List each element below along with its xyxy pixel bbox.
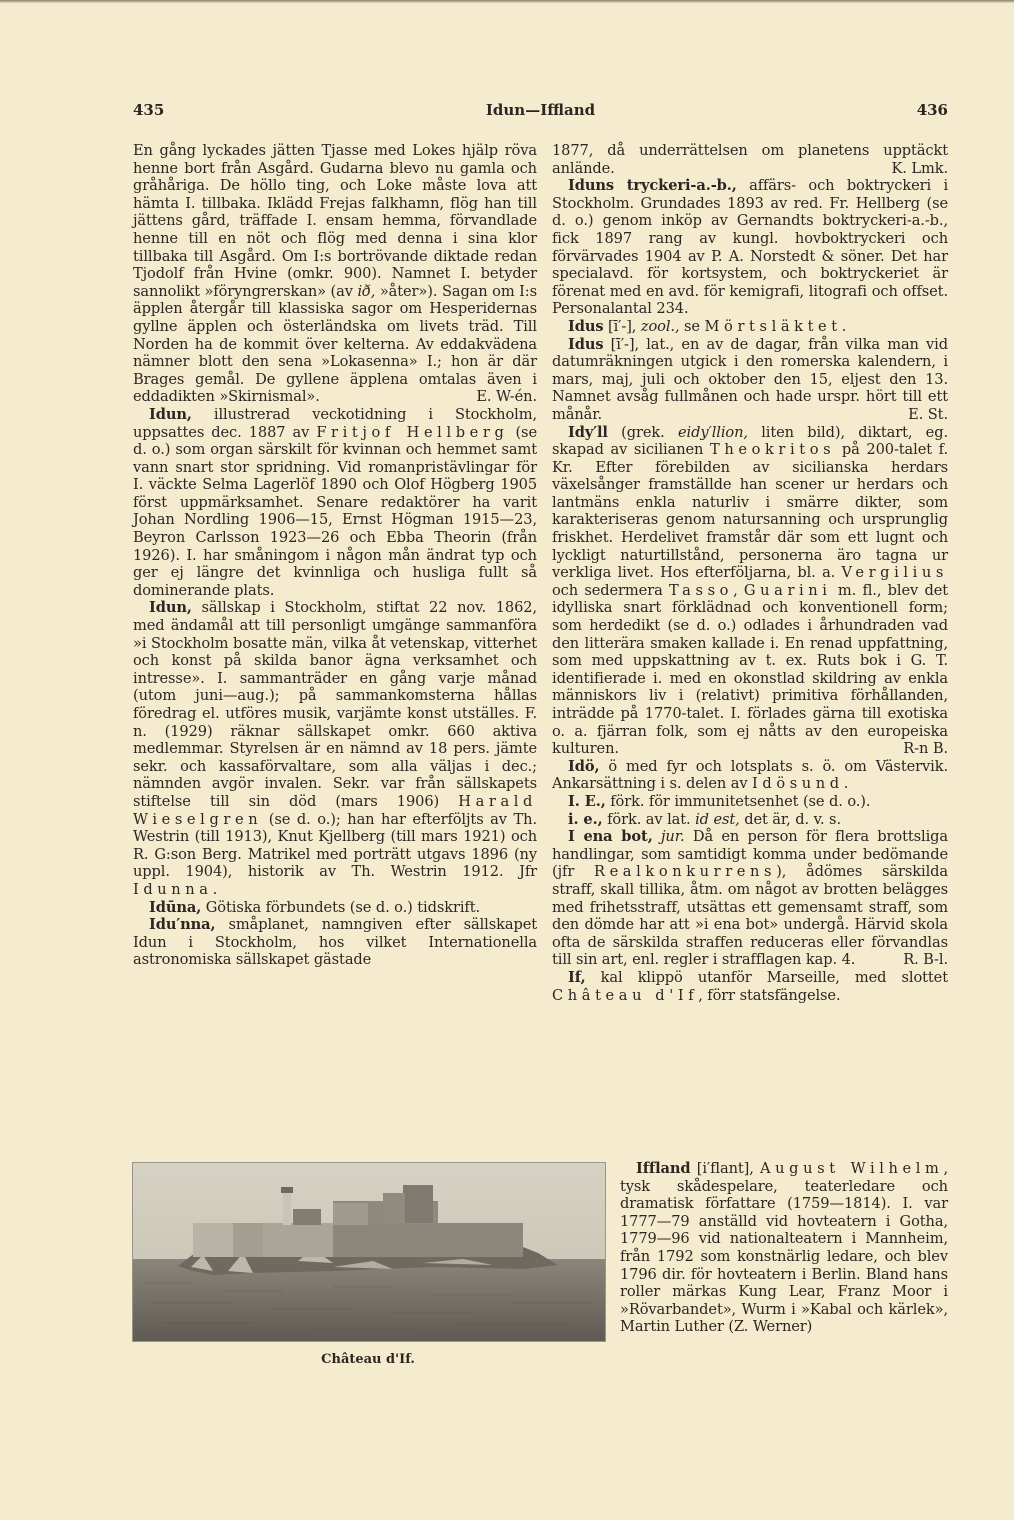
entry-text: förk. för immunitetsenhet (se d. o.).: [605, 792, 871, 810]
cross-reference: Fritjof Hellberg: [316, 423, 509, 441]
entry-italic: id est,: [695, 810, 740, 828]
cross-reference: August Wilhelm: [760, 1160, 944, 1177]
entry-text: En gång lyckades jätten Tjasse med Lokes hjälp röva henne bort från Asgård. Gudarna blevo nu gamla och gråhåriga. De höllo ting, och Loke måste lova att hämta I. tillbaka. Iklädd Frejas falkhamn, flög han till jättens gård, träffade I. ensam hemma, förvandlade henne till en nöt och flög med denna i sina klor tillbaka till Asgård. Om I:s bortrövande diktade redan Tjodolf från Hvine (omkr. 900). Namnet I. betyder sannolikt »föryngrerskan» (av: [133, 142, 537, 300]
entry-headword: Idus: [568, 335, 604, 353]
entry-italic: jur.: [652, 828, 685, 846]
entry-idun-society: [133, 599, 537, 898]
entry-text: ö med fyr och lotsplats s. ö. om Västervik. Ankarsättning i s. delen av: [552, 757, 948, 793]
entry-idun-myth-continuation: [133, 142, 537, 406]
entry-headword: Idus: [568, 317, 604, 335]
entry-headword: Iduns tryckeri-a.-b.,: [568, 177, 737, 195]
entry-text: m. fl., blev det idylliska snart förklädnad och konventionell form; som herdedikt (se d. o.) odlades i århundraden vad den litterära smaken kallade i. En renad uppfattning, som med uppskattning av t. ex. Ruts bok i G. T. identifierade i. med en okonstlad skildring av enkla människors liv i (relativt) primitiva förhållanden, inträdde på 1770-talet. I. förlades gärna till exotiska o. a. fjärran folk, som ej nåtts av den europeiska kulturen.: [552, 581, 949, 758]
entry-text: [i′flant],: [690, 1160, 761, 1177]
entry-iduna: [133, 899, 537, 917]
cross-reference: Vergilius: [841, 564, 948, 582]
running-title: Idun—Iffland: [485, 101, 596, 119]
page-top-edge: [0, 0, 1014, 3]
entry-text: Götiska förbundets (se d. o.) tidskrift.: [201, 898, 480, 916]
right-column: [552, 142, 948, 1004]
page-number-left: 435: [133, 101, 165, 119]
entry-text: (se d. o.); han har efterföljts av Th. Westrin (till 1913), Knut Kjellberg (till mars 1921) och R. G:son Berg. Matrikel med porträtt utgavs 1896 (ny uppl. 1904), historik av Th. Westrin 1912. Jfr: [133, 810, 537, 881]
entry-ido: [552, 758, 948, 793]
entry-iffland: [620, 1160, 948, 1336]
entry-idus-lat: [552, 336, 948, 424]
entry-headword: Idun,: [149, 405, 192, 423]
entry-text: ,: [733, 581, 744, 599]
cross-reference: Mörtsläktet: [704, 317, 842, 335]
entry-headword: I ena bot,: [568, 828, 653, 846]
entry-idunna: [133, 916, 537, 969]
figure-caption: Château d'If.: [321, 1352, 415, 1367]
punctuation: .: [212, 880, 218, 898]
entry-text: [ī′-], lat., en av de dagar, från vilka man vid datumräkningen utgick i den romerska kalendern, i mars, maj, juli och oktober den 15, eljest den 13. Namnet avsåg fullmånen och hade urspr. hört till ett månår.: [552, 335, 948, 423]
entry-italic: eidy′llion,: [677, 423, 748, 441]
entry-headword: Idö,: [568, 757, 600, 775]
entry-text: Då en person för flera brottsliga handlingar, som samtidigt komma under bedömande (jfr: [552, 828, 948, 881]
entry-text: förk. av lat.: [602, 810, 696, 828]
entry-text: affärs- och boktryckeri i Stockholm. Grundades 1893 av red. Fr. Hellberg (se d. o.) genom inköp av Gernandts boktryckeri-a.-b., fick 1897 rang av kungl. hovboktryckeri och förvärvades 1904 av P. A. Norstedt & söner. Det har specialavd. för kortsystem, och boktryckeriet är förenat med en avd. för kemigrafi, litografi och offset. Personalantal 234.: [552, 177, 949, 318]
entry-italic: zool.,: [640, 317, 680, 335]
author-signature: E. W-én.: [476, 388, 537, 406]
entry-headword: Idy′ll: [568, 423, 608, 441]
entry-text: , förr statsfängelse.: [698, 986, 841, 1004]
entry-text: (grek.: [607, 423, 678, 441]
entry-text: ), ådömes särskilda straff, skall tillika, åtm. om något av brotten belägges med frihetsstraff, utsättas ett gemensamt straff, som den dömde har att »i ena bot» undergå. Härvid skola ofta de särskilda straffen reduceras eller förvandlas till sin art, enl. regler i strafflagen kap. 4.: [552, 863, 948, 969]
cross-reference: Idunna: [133, 880, 213, 898]
entry-text: [ī′-],: [603, 317, 641, 335]
entry-text: och sedermera: [552, 581, 669, 599]
entry-idunna-continuation: [552, 142, 948, 177]
cross-reference: Tasso: [668, 581, 734, 599]
author-signature: R. B-l.: [903, 951, 948, 969]
author-signature: R-n B.: [903, 740, 948, 758]
cross-reference: Guarini: [743, 581, 832, 599]
cross-reference: Theokritos: [710, 441, 836, 459]
entry-i-ena-bot: [552, 828, 948, 969]
cross-reference: Idösund: [752, 775, 844, 793]
entry-headword: Idūna,: [149, 898, 202, 916]
entry-headword: If,: [568, 968, 586, 986]
castle-island-illustration: [133, 1163, 605, 1341]
entry-if: [552, 969, 948, 1004]
entry-headword: Idun,: [149, 599, 192, 617]
entry-ie-id-est: [552, 811, 948, 829]
entry-iduns-tryckeri: [552, 177, 948, 318]
entry-text: illustrerad veckotidning i Stockholm, uppsattes dec. 1887 av: [133, 405, 537, 441]
running-header: [133, 101, 948, 125]
cross-reference: Château d'If: [552, 986, 699, 1004]
entry-text: det är, d. v. s.: [739, 810, 841, 828]
entry-idyll: [552, 424, 948, 758]
entry-headword: i. e.,: [568, 810, 603, 828]
entry-text: »åter»). Sagan om I:s äpplen återgår till klassiska sagor om Hesperidernas gyllne äpplen och österländska om livets träd. Till Norden ha de kommit över kelterna. Av eddakvädena nämner blott den sena »Lokasenna» I.; hon är där Brages gemål. De gyllene äpplena omtalas även i eddadikten »Skirnismal».: [133, 282, 537, 406]
entry-text: se: [679, 317, 705, 335]
page-number-right: 436: [916, 101, 948, 119]
entry-italic: ið,: [357, 282, 376, 300]
entry-text: småplanet, namngiven efter sällskapet Idun i Stockholm, hos vilket Internationella astronomiska sällskapet gästade: [133, 916, 537, 969]
entry-text: (se d. o.) som organ särskilt för kvinnan och hemmet samt vann snart stor spridning. Vid romanpristävlingar för I. väckte Selma Lagerlöf 1890 och Olof Högberg 1905 först uppmärksamhet. Senare redaktörer ha varit Johan Nordling 1906—15, Ernst Högman 1915—23, Beyron Carlsson 1923—26 och Ebba Theorin (från 1926). I. har småningom i någon mån ändrat typ och ger ej längre det kvinnliga och husliga fullt så dominerande plats.: [133, 423, 537, 599]
figure-chateau-dif-photo: [132, 1162, 606, 1342]
entry-idus-zool: [552, 318, 948, 336]
entry-idun-magazine: [133, 406, 537, 600]
right-column-beside-figure: [620, 1160, 948, 1336]
entry-text: liten bild), diktart, eg. skapad av sicilianen: [552, 423, 949, 459]
entry-headword: Iffland: [636, 1160, 691, 1177]
author-signature: E. St.: [908, 405, 948, 423]
entry-text: på 200-talet f. Kr. Efter förebilden av sicilianska herdars växelsånger framställde han scener ur herdars och lantmäns enkla naturliv i smärre dikter, som karakteriseras genom natursanning och ursprunglig friskhet. Herdelivet framstår där som ett lugnt och lyckligt naturtillstånd, personerna äro tagna ur verkliga livet. Hos efterföljarna, bl. a.: [552, 441, 948, 582]
entry-ie-immunity: [552, 793, 948, 811]
cross-reference: Harald Wieselgren: [133, 792, 537, 828]
author-signature: K. Lmk.: [891, 159, 948, 177]
cross-reference: Realkonkurrens: [593, 863, 777, 881]
entry-text: sällskap i Stockholm, stiftat 22 nov. 1862, med ändamål att till personligt umgänge sammanföra »i Stockholm bosatte män, vilka åt vetenskap, vitterhet och konst på skilda banor ägna verksamhet och intresse». I. sammanträder en gång varje månad (utom juni—aug.); på sammankomsterna hållas föredrag el. utföres musik, varjämte konst utställes. F. n. (1929) räknar sällskapet omkr. 660 aktiva medlemmar. Styrelsen är en nämnd av 18 pers. jämte sekr. och kassaförvaltare, som alla väljas i dec.; nämnden avgör invalen. Sekr. var från sällskapets stiftelse till sin död (mars 1906): [133, 599, 537, 810]
entry-headword: I. E.,: [568, 792, 606, 810]
entry-headword: Idu′nna,: [149, 916, 216, 934]
left-column: [133, 142, 537, 969]
entry-text: 1877, då underrättelsen om planetens upptäckt anlände.: [552, 142, 948, 177]
entry-text: , tysk skådespelare, teaterledare och dramatisk författare (1759—1814). I. var 1777—79 anställd vid hovteatern i Gotha, 1779—96 vid nationalteatern i Mannheim, från 1792 som konstnärlig ledare, och blev 1796 dir. för hovteatern i Berlin. Bland hans roller märkas Kung Lear, Franz Moor i »Rövarbandet», Wurm i »Kabal och kärlek», Martin Luther (Z. Werner): [620, 1160, 948, 1336]
entry-text: kal klippö utanför Marseille, med slottet: [585, 968, 948, 986]
punctuation: .: [843, 775, 849, 793]
punctuation: .: [841, 317, 847, 335]
